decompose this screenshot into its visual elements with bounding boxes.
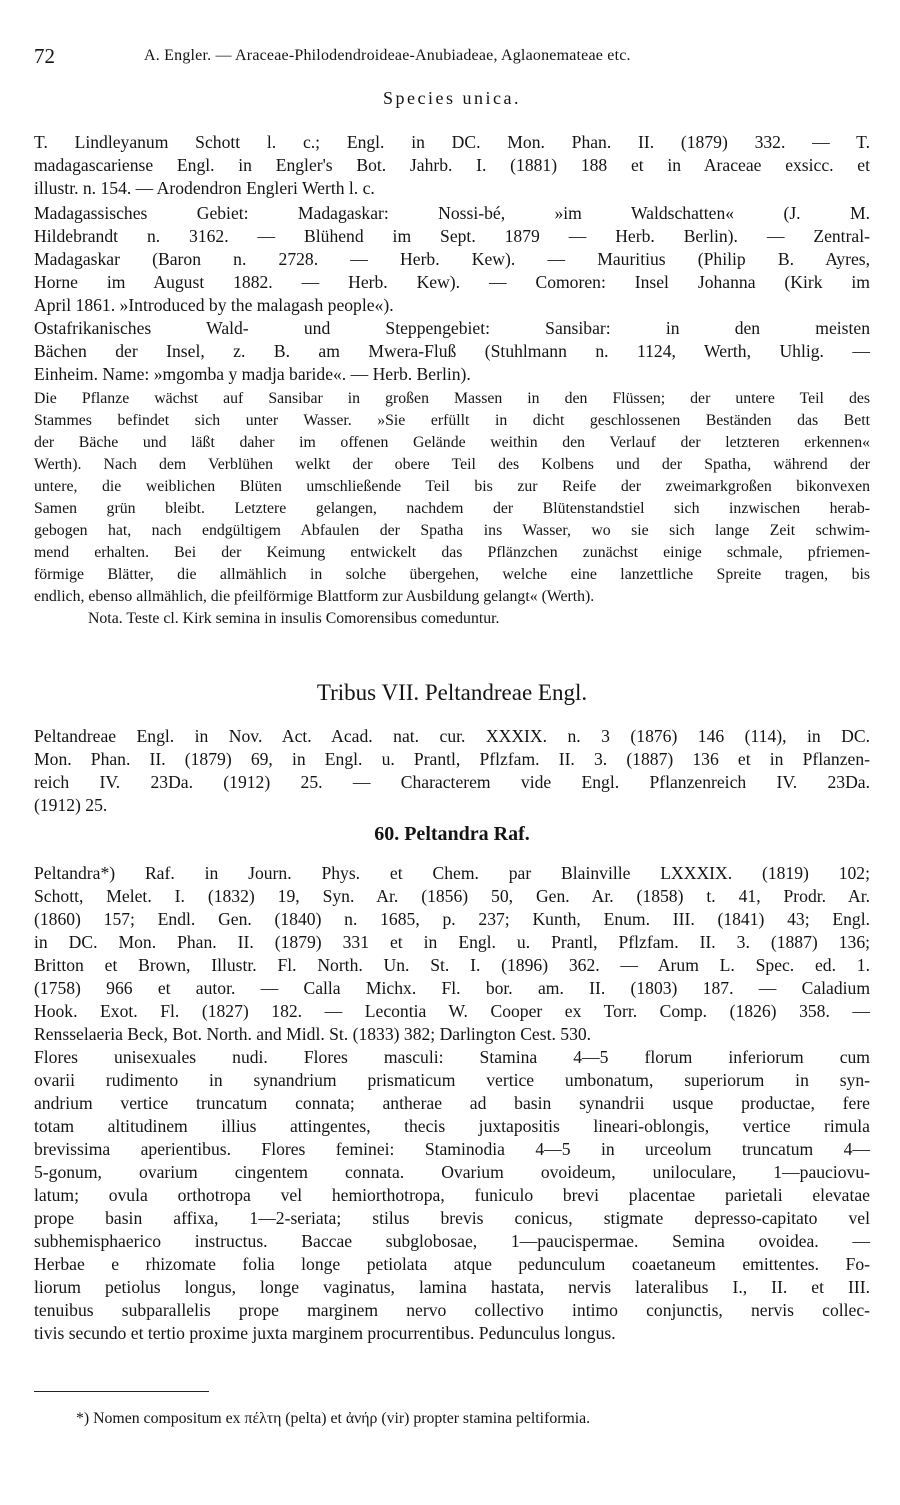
species-heading: Species unica. <box>383 88 521 108</box>
genus-line: prope basin affixa, 1—2-seriata; stilus brevis conicus, stigmate depresso-capitato vel <box>34 1208 870 1228</box>
note-line: der Bäche und läßt daher im offenen Gelände weithin den Verlauf der letzteren erkennen« <box>34 434 870 451</box>
page-header <box>34 44 870 68</box>
genus-line: brevissima aperientibus. Flores feminei: Staminodia 4—5 in urceolum truncatum 4— <box>34 1139 870 1159</box>
species-line: Einheim. Name: »mgomba y madja baride«. — Herb. Berlin). <box>34 364 471 384</box>
genus-line: in DC. Mon. Phan. II. (1879) 331 et in Engl. u. Prantl, Pflzfam. II. 3. (1887) 136; <box>34 932 870 952</box>
genus-line: totam altitudinem illius attingentes, thecis juxtapositis lineari-oblongis, vertice rimula <box>34 1116 870 1136</box>
species-line: T. Lindleyanum Schott l. c.; Engl. in DC. Mon. Phan. II. (1879) 332. — T. <box>34 132 870 152</box>
genus-heading: 60. Peltandra Raf. <box>374 823 530 845</box>
genus-line: andrium vertice truncatum connata; antherae ad basin synandrii usque productae, fere <box>34 1093 870 1113</box>
tribe-line: Peltandreae Engl. in Nov. Act. Acad. nat. cur. XXXIX. n. 3 (1876) 146 (114), in DC. <box>34 726 870 746</box>
genus-line: (1758) 966 et autor. — Calla Michx. Fl. bor. am. II. (1803) 187. — Caladium <box>34 978 870 998</box>
genus-line: ovarii rudimento in synandrium prismaticum vertice umbonatum, superiorum in syn- <box>34 1070 870 1090</box>
genus-line: Peltandra*) Raf. in Journ. Phys. et Chem. par Blainville LXXXIX. (1819) 102; <box>34 863 870 883</box>
note-line: endlich, ebenso allmählich, die pfeilförmige Blattform zur Ausbildung gelangt« (Werth). <box>34 588 595 605</box>
tribe-line: reich IV. 23Da. (1912) 25. — Characterem vide Engl. Pflanzenreich IV. 23Da. <box>34 772 870 792</box>
species-line: Madagassisches Gebiet: Madagaskar: Nossi-bé, »im Waldschatten« (J. M. <box>34 203 870 223</box>
species-line: madagascariense Engl. in Engler's Bot. Jahrb. I. (1881) 188 et in Araceae exsicc. et <box>34 155 870 175</box>
genus-line: Herbae e rhizomate folia longe petiolata atque pedunculum coaetaneum emittentes. Fo- <box>34 1254 870 1274</box>
genus-line: (1860) 157; Endl. Gen. (1840) n. 1685, p. 237; Kunth, Enum. III. (1841) 43; Engl. <box>34 909 870 929</box>
tribe-heading: Tribus VII. Peltandreae Engl. <box>316 680 588 705</box>
genus-line: Britton et Brown, Illustr. Fl. North. Un. St. I. (1896) 362. — Arum L. Spec. ed. 1. <box>34 955 870 975</box>
genus-line: liorum petiolus longus, longe vaginatus, lamina hastata, nervis lateralibus I., II. et III. <box>34 1277 870 1297</box>
species-line: Horne im August 1882. — Herb. Kew). — Comoren: Insel Johanna (Kirk im <box>34 272 870 292</box>
note-line: Samen grün bleibt. Letztere gelangen, nachdem der Blütenstandstiel sich inzwischen herab- <box>34 500 870 517</box>
genus-line: Rensselaeria Beck, Bot. North. and Midl. St. (1833) 382; Darlington Cest. 530. <box>34 1024 592 1044</box>
genus-line: 5-gonum, ovarium cingentem connata. Ovarium ovoideum, uniloculare, 1—pauciovu- <box>34 1162 870 1182</box>
note-line: Stammes befindet sich unter Wasser. »Sie erfüllt in dicht geschlossenen Beständen das Bett <box>34 412 870 429</box>
species-line: Bächen der Insel, z. B. am Mwera-Fluß (Stuhlmann n. 1124, Werth, Uhlig. — <box>34 341 870 361</box>
genus-line: subhemisphaerico instructus. Baccae subglobosae, 1—paucispermae. Semina ovoidea. — <box>34 1231 870 1251</box>
note-line: mend erhalten. Bei der Keimung entwickelt das Pflänzchen zunächst einige schmale, pfriemen- <box>34 544 870 561</box>
note-line: Die Pflanze wächst auf Sansibar in großen Massen in den Flüssen; der untere Teil des <box>34 390 870 407</box>
genus-line: Flores unisexuales nudi. Flores masculi: Stamina 4—5 florum inferiorum cum <box>34 1047 870 1067</box>
genus-line: Schott, Melet. I. (1832) 19, Syn. Ar. (1856) 50, Gen. Ar. (1858) t. 41, Prodr. Ar. <box>34 886 870 906</box>
genus-line: Hook. Exot. Fl. (1827) 182. — Lecontia W. Cooper ex Torr. Comp. (1826) 358. — <box>34 1001 870 1021</box>
note-line: Werth). Nach dem Verblühen welkt der obere Teil des Kolbens und der Spatha, während der <box>34 456 870 473</box>
note-line: gebogen hat, nach endgültigem Abfaulen der Spatha ins Wasser, wo sie sich lange Zeit schwim- <box>34 522 870 539</box>
species-line: Ostafrikanisches Wald- und Steppengebiet: Sansibar: in den meisten <box>34 318 870 338</box>
page-number: 72 <box>34 44 55 68</box>
genus-line: tivis secundo et tertio proxime juxta marginem procurrentibus. Pedunculus longus. <box>34 1323 616 1343</box>
genus-line: tenuibus subparallelis prope marginem nervo collectivo intimo conjunctis, nervis collec- <box>34 1300 870 1320</box>
species-line: Madagaskar (Baron n. 2728. — Herb. Kew). — Mauritius (Philip B. Ayres, <box>34 249 870 269</box>
species-line: April 1861. »Introduced by the malagash people«). <box>34 295 394 315</box>
footnote-rule <box>34 1391 209 1392</box>
genus-line: latum; ovula orthotropa vel hemiorthotropa, funiculo brevi placentae parietali elevatae <box>34 1185 870 1205</box>
species-line: Hildebrandt n. 3162. — Blühend im Sept. 1879 — Herb. Berlin). — Zentral- <box>34 226 870 246</box>
running-title: A. Engler. — Araceae-Philodendroideae-Anubiadeae, Aglaonemateae etc. <box>144 47 631 64</box>
tribe-line: (1912) 25. <box>34 795 108 815</box>
species-line: illustr. n. 154. — Arodendron Engleri Werth l. c. <box>34 178 375 198</box>
note-line: untere, die weiblichen Blüten umschließende Teil bis zur Reife der zweimarkgroßen bikonvexen <box>34 478 870 495</box>
note-line: förmige Blätter, die allmählich in solche übergehen, welche eine lanzettliche Spreite tragen, bis <box>34 566 870 583</box>
nota-line: Nota. Teste cl. Kirk semina in insulis Comorensibus comeduntur. <box>88 610 500 627</box>
footnote: *) Nomen compositum ex πέλτη (pelta) et ἀνήρ (vir) propter stamina peltiformia. <box>76 1410 591 1427</box>
tribe-line: Mon. Phan. II. (1879) 69, in Engl. u. Prantl, Pflzfam. II. 3. (1887) 136 et in Pflanzen- <box>34 749 870 769</box>
